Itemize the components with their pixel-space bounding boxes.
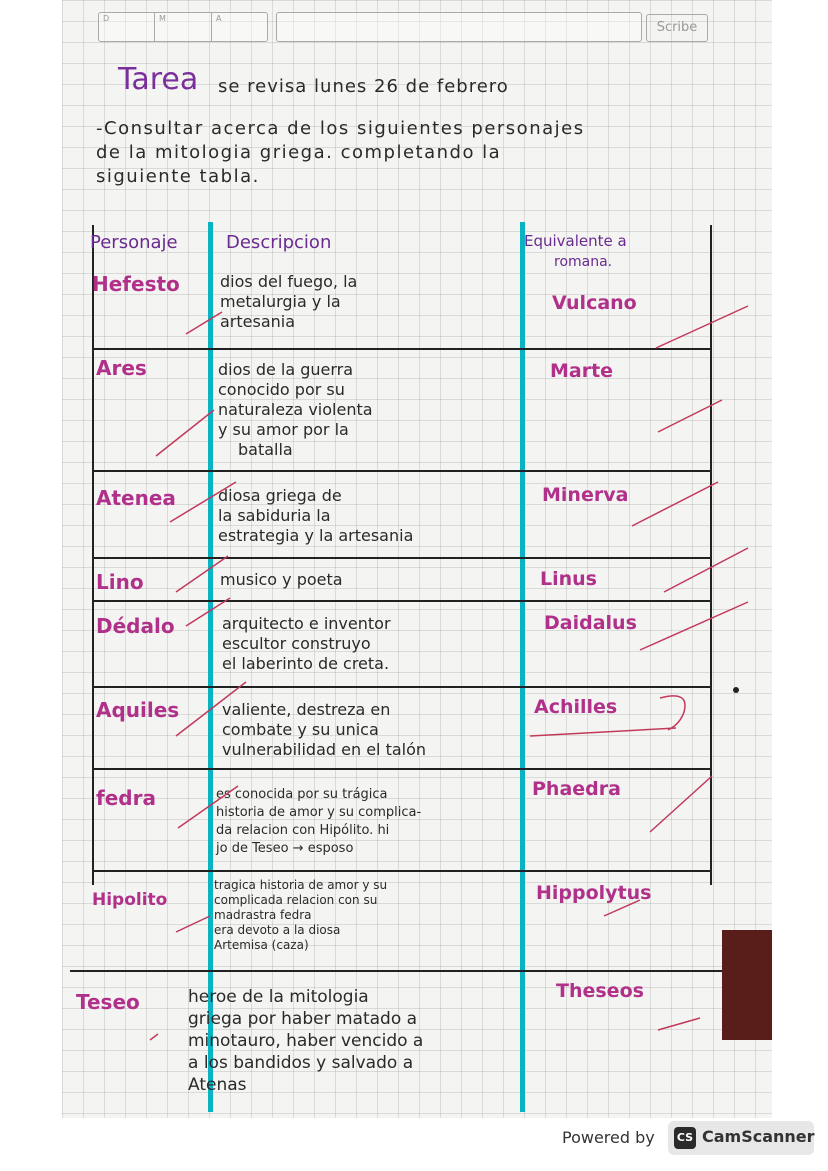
camscanner-logo	[668, 1121, 814, 1155]
check-mark	[640, 602, 748, 650]
cell-name: fedra	[96, 786, 156, 810]
check-mark	[658, 1018, 700, 1030]
cell-equivalent: Minerva	[542, 484, 629, 506]
cell-name: Hefesto	[92, 272, 180, 296]
camscanner-brand: CamScanner	[702, 1127, 815, 1146]
title-rest: se revisa lunes 26 de febrero	[218, 76, 509, 97]
check-mark	[604, 900, 640, 916]
cell-description: dios de la guerra conocido por su naturaleza violenta y su amor por la batalla	[218, 360, 373, 459]
check-mark	[650, 776, 712, 832]
check-mark	[156, 410, 214, 456]
cell-name: Lino	[96, 570, 144, 594]
header-personaje: Personaje	[90, 232, 178, 253]
cell-name: Aquiles	[96, 698, 180, 722]
check-mark	[178, 786, 238, 828]
title-word: Tarea	[118, 62, 199, 97]
cell-equivalent: Theseos	[556, 980, 644, 1002]
check-mark	[658, 400, 722, 432]
cell-name: Hipolito	[92, 890, 168, 910]
cell-name: Atenea	[96, 486, 176, 510]
question-mark	[660, 696, 685, 730]
check-mark	[530, 728, 676, 736]
check-mark	[664, 548, 748, 592]
cell-equivalent: Marte	[550, 360, 614, 382]
cell-equivalent: Phaedra	[532, 778, 621, 800]
cell-name: Teseo	[76, 990, 140, 1014]
cell-equivalent: Hippolytus	[536, 882, 652, 904]
instruction-line-2: de la mitologia griega. completando la	[96, 142, 502, 163]
instruction-line-1: -Consultar acerca de los siguientes personajes	[96, 118, 585, 139]
check-mark	[632, 482, 718, 526]
check-mark	[170, 482, 236, 522]
cell-description: valiente, destreza en combate y su unica vulnerabilidad en el talón	[222, 700, 427, 759]
check-mark	[186, 598, 230, 626]
check-mark	[176, 682, 246, 736]
cell-description: diosa griega de la sabiduria la estrategia y la artesania	[218, 486, 414, 545]
check-mark	[656, 306, 748, 348]
year-mark: A	[216, 14, 222, 23]
header-romana: romana.	[554, 254, 613, 270]
cell-equivalent: Achilles	[534, 696, 618, 718]
cell-equivalent: Linus	[540, 568, 597, 590]
cell-name: Ares	[96, 356, 147, 380]
check-mark	[176, 556, 228, 592]
check-mark	[176, 916, 210, 932]
cell-description: musico y poeta	[220, 570, 343, 589]
scribe-logo: Scribe	[646, 14, 708, 42]
cell-name: Dédalo	[96, 614, 175, 638]
powered-by-text: Powered by	[562, 1128, 655, 1147]
instruction-line-3: siguiente tabla.	[96, 166, 260, 187]
cell-description: tragica historia de amor y su complicada relacion con su madrastra fedra era devoto a la diosa Artemisa (caza)	[214, 878, 388, 952]
cell-equivalent: Daidalus	[544, 612, 637, 634]
check-mark	[186, 312, 222, 334]
cell-description: arquitecto e inventor escultor construyo el laberinto de creta.	[222, 614, 391, 673]
cell-description: es conocida por su trágica historia de amor y su complica- da relacion con Hipólito. hi jo de Teseo → esposo	[216, 787, 422, 856]
cell-description: heroe de la mitologia griega por haber matado a minotauro, haber vencido a a los bandidos y salvado a Atenas	[188, 987, 424, 1095]
month-mark: M	[159, 14, 166, 23]
header-equivalente: Equivalente a	[524, 232, 627, 250]
cell-equivalent: Vulcano	[552, 292, 637, 314]
cs-icon: CS	[674, 1127, 696, 1149]
check-mark	[150, 1034, 158, 1040]
day-mark: D	[103, 14, 110, 23]
ink-dot	[733, 687, 739, 693]
cell-description: dios del fuego, la metalurgia y la artesania	[220, 272, 358, 331]
header-descripcion: Descripcion	[226, 232, 332, 253]
